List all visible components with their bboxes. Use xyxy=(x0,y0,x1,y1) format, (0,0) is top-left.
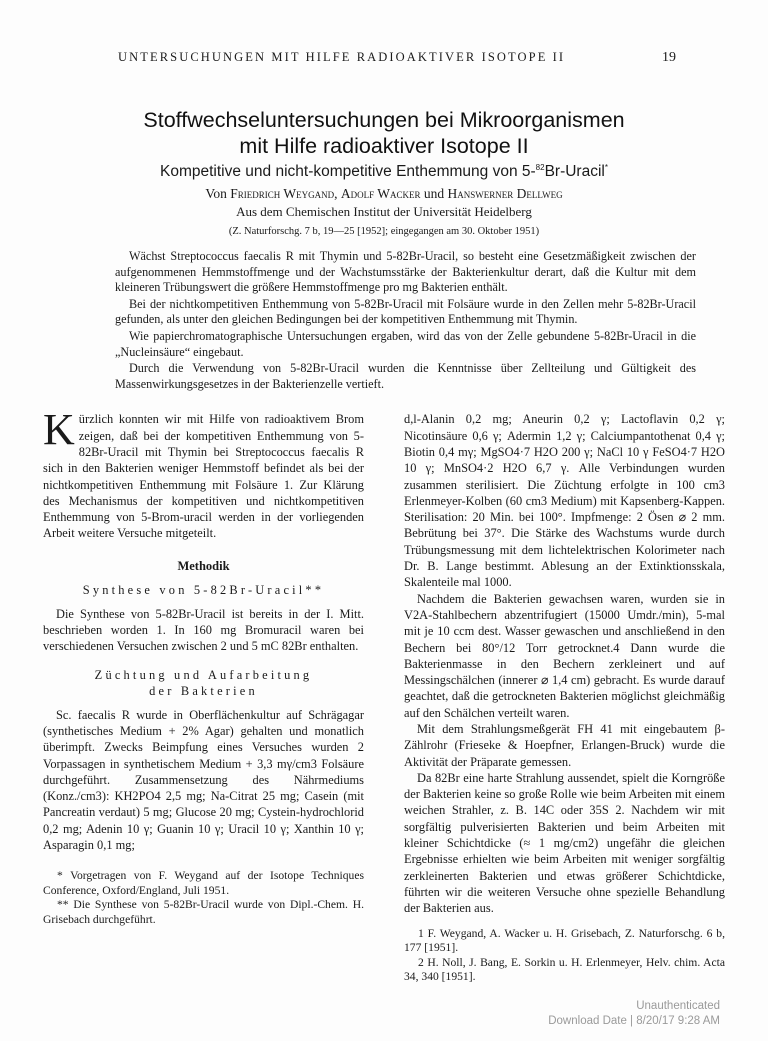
body-columns xyxy=(43,405,725,984)
author-name: Friedrich Weygand xyxy=(230,186,335,201)
section-heading-methodik: Methodik xyxy=(177,558,230,573)
heading-line: Züchtung und Aufarbeitung xyxy=(94,667,313,682)
author-line: Von Friedrich Weygand, Adolf Wacker und Hanswerner Dellweg xyxy=(205,186,563,201)
subsection-heading-zuechtung xyxy=(43,667,364,699)
subsection-heading-synthese: Synthese von 5-82Br-Uracil** xyxy=(82,582,325,597)
isotope-superscript: 82 xyxy=(535,162,545,172)
article-title xyxy=(43,107,725,159)
title-line-1: Stoffwechseluntersuchungen bei Mikroorganismen xyxy=(143,108,625,132)
footnotes xyxy=(43,869,364,927)
article-subtitle xyxy=(43,162,725,182)
intro-paragraph xyxy=(43,405,364,541)
author-name: Adolf Wacker xyxy=(340,186,421,201)
abstract-paragraph: Wächst Streptococcus faecalis R mit Thymin und 5-82Br-Uracil, so besteht eine Gesetzmäßigkeit zwischen der aufgenommenen Hemmstoffmenge und der Wachstumsstärke der Bakterienkultur derart, daß die Kultur mit dem kleineren Trübungswert die größere Hemmstoffmenge pro mg Bakterien enthält. xyxy=(115,249,696,295)
abstract xyxy=(115,249,696,393)
subtitle-text: Kompetitive und nicht-kompetitive Enthemmung von 5- xyxy=(160,163,536,180)
authors-conjunction: und xyxy=(423,186,445,201)
affiliation: Aus dem Chemischen Institut der Universität Heidelberg xyxy=(236,204,532,219)
front-matter xyxy=(43,107,725,239)
title-line-2: mit Hilfe radioaktiver Isotope II xyxy=(239,134,529,158)
footnote: * Vorgetragen von F. Weygand auf der Isotope Techniques Conference, Oxford/England, Juli 1951. xyxy=(43,869,364,897)
running-head: UNTERSUCHUNGEN MIT HILFE RADIOAKTIVER ISOTOPE II xyxy=(118,50,566,64)
footnote: ** Die Synthese von 5-82Br-Uracil wurde von Dipl.-Chem. H. Grisebach durchgeführt. xyxy=(43,898,364,926)
authors-prefix: Von xyxy=(205,186,227,201)
reference: 2 H. Noll, J. Bang, E. Sorkin u. H. Erlenmeyer, Helv. chim. Acta 34, 340 [1951]. xyxy=(404,955,725,984)
references xyxy=(404,927,725,985)
footnote-mark: * xyxy=(604,162,608,172)
watermark-line: Unauthenticated xyxy=(636,999,720,1012)
right-column xyxy=(404,411,725,984)
heading-line: der Bakterien xyxy=(149,683,258,698)
body-paragraph: Mit dem Strahlungsmeßgerät FH 41 mit eingebautem β-Zählrohr (Frieseke & Hoepfner, Erlangen-Bruck) wurde die Aktivität der Präparate gemessen. xyxy=(404,721,725,769)
subtitle-text-end: Br-Uracil xyxy=(544,163,605,180)
abstract-paragraph: Bei der nichtkompetitiven Enthemmung von 5-82Br-Uracil mit Folsäure wurde in den Zellen mehr 5-82Br-Uracil gefunden, als unter den gleichen Bedingungen bei der kompetitiven Enthemmung mit Thymin. xyxy=(115,296,696,327)
download-watermark xyxy=(548,999,720,1029)
author-name: Hanswerner Dellweg xyxy=(447,186,563,201)
body-paragraph: Nachdem die Bakterien gewachsen waren, wurden sie in V2A-Stahlbechern abzentrifugiert (15000 Umdr./min), 5-mal mit je 10 ccm dest. Wasser gewaschen und anschließend in den Bechern bei 80°/12 Torr getrocknet.4 Dann wurde die Bakterienmasse in den Bechern zerkleinert und auf Messingschälchen (innerer ⌀ 1,4 cm) gebracht. Es wurde darauf geachtet, daß die getrockneten Bakterien möglichst gleichmäßig auf den Schälchen verteilt waren. xyxy=(404,591,725,720)
left-column xyxy=(43,405,364,927)
citation-line: (Z. Naturforschg. 7 b, 19—25 [1952]; eingegangen am 30. Oktober 1951) xyxy=(228,226,540,237)
intro-text: ürzlich konnten wir mit Hilfe von radioaktivem Brom zeigen, daß bei der kompetitiven Enthemmung von 5-82Br-Uracil mit Thymin bei Streptococcus faecalis R sich in den Bakterien weniger Hemmstoff befindet als bei der nichtkompetitiven Enthemmung mit Folsäure 1. Zur Klärung des Mechanismus der kompetitiven und nichtkompetitiven Enthemmung von 5-Brom-uracil werden in der vorliegenden Arbeit weitere Versuche mitgeteilt. xyxy=(43,412,364,541)
body-paragraph: Da 82Br eine harte Strahlung aussendet, spielt die Korngröße der Bakterien keine so große Rolle wie beim Arbeiten mit einem weichen Strahler, z. B. 14C oder 35S 2. Nachdem wir mit sorgfältig pulverisierten Bakterien und beim Arbeiten mit kleiner Schichtdicke (≈ 1 mg/cm2) ungefähr die gleichen Ergebnisse erhielten wie beim Arbeiten mit weniger sorgfältig zerkleinerten Bakterien und etwas größerer Schichtdicke, führten wir die weiteren Versuche ohne spezielle Behandlung der Bakterien aus. xyxy=(404,770,725,916)
page-number: 19 xyxy=(662,50,676,65)
drop-cap: K xyxy=(43,405,75,455)
page-header xyxy=(43,48,725,67)
body-paragraph: d,l-Alanin 0,2 mg; Aneurin 0,2 γ; Lactoflavin 0,2 γ; Nicotinsäure 0,6 γ; Adermin 1,2 γ; Calciumpantothenat 0,4 γ; Biotin 0,4 mγ; MgSO4·7 H2O 200 γ; NaCl 10 γ FeSO4·7 H2O 10 γ; MnSO4·2 H2O 6,7 γ. Alle Verbindungen wurden zusammen sterilisiert. Die Züchtung erfolgte in 100 cm3 Erlenmeyer-Kolben (60 cm3 Medium) mit Kapsenberg-Kappen. Sterilisation: 20 Min. bei 100°. Impfmenge: 2 Ösen ⌀ 2 mm. Bebrütung bei 37°. Die Stärke des Wachstums wurde durch Trübungsmessung mit dem lichtelektrischen Kolorimeter nach Dr. B. Lange bestimmt. Ablesung an der Extinktionsskala, Skalenteile mal 1000. xyxy=(404,412,725,590)
watermark-line: Download Date | 8/20/17 9:28 AM xyxy=(548,1014,720,1027)
zuechtung-paragraph: Sc. faecalis R wurde in Oberflächenkultur auf Schrägagar (synthetisches Medium + 2% Agar) gehalten und monatlich überimpft. Zwecks Beimpfung eines Versuches wurden 2 Vorpassagen in synthetischem Medium + 3,3 mγ/cm3 Folsäure durchgeführt. Zusammensetzung des Nährmediums (Konz./cm3): KH2PO4 2,5 mg; Na-Citrat 25 mg; Casein (mit Pancreatin verdaut) 5 mg; Glucose 20 mg; Cystein-hydrochlorid 0,2 mg; Adenin 10 γ; Guanin 10 γ; Uracil 10 γ; Xanthin 10 γ; Asparagin 0,1 mg; xyxy=(43,707,364,852)
synthese-paragraph: Die Synthese von 5-82Br-Uracil ist bereits in der I. Mitt. beschrieben worden 1. In 160 mg Bromuracil waren bei verschiedenen Versuchen zwischen 2 und 5 mC 82Br enthalten. xyxy=(43,606,364,654)
abstract-paragraph: Durch die Verwendung von 5-82Br-Uracil wurden die Kenntnisse über Zellteilung und Gültigkeit des Massenwirkungsgesetzes in der Bakterienzelle vertieft. xyxy=(115,361,696,391)
abstract-paragraph: Wie papierchromatographische Untersuchungen ergaben, wird das von der Zelle gebundene 5-82Br-Uracil in die „Nucleinsäure“ eingebaut. xyxy=(115,328,696,359)
reference: 1 F. Weygand, A. Wacker u. H. Grisebach, Z. Naturforschg. 6 b, 177 [1951]. xyxy=(404,926,725,955)
